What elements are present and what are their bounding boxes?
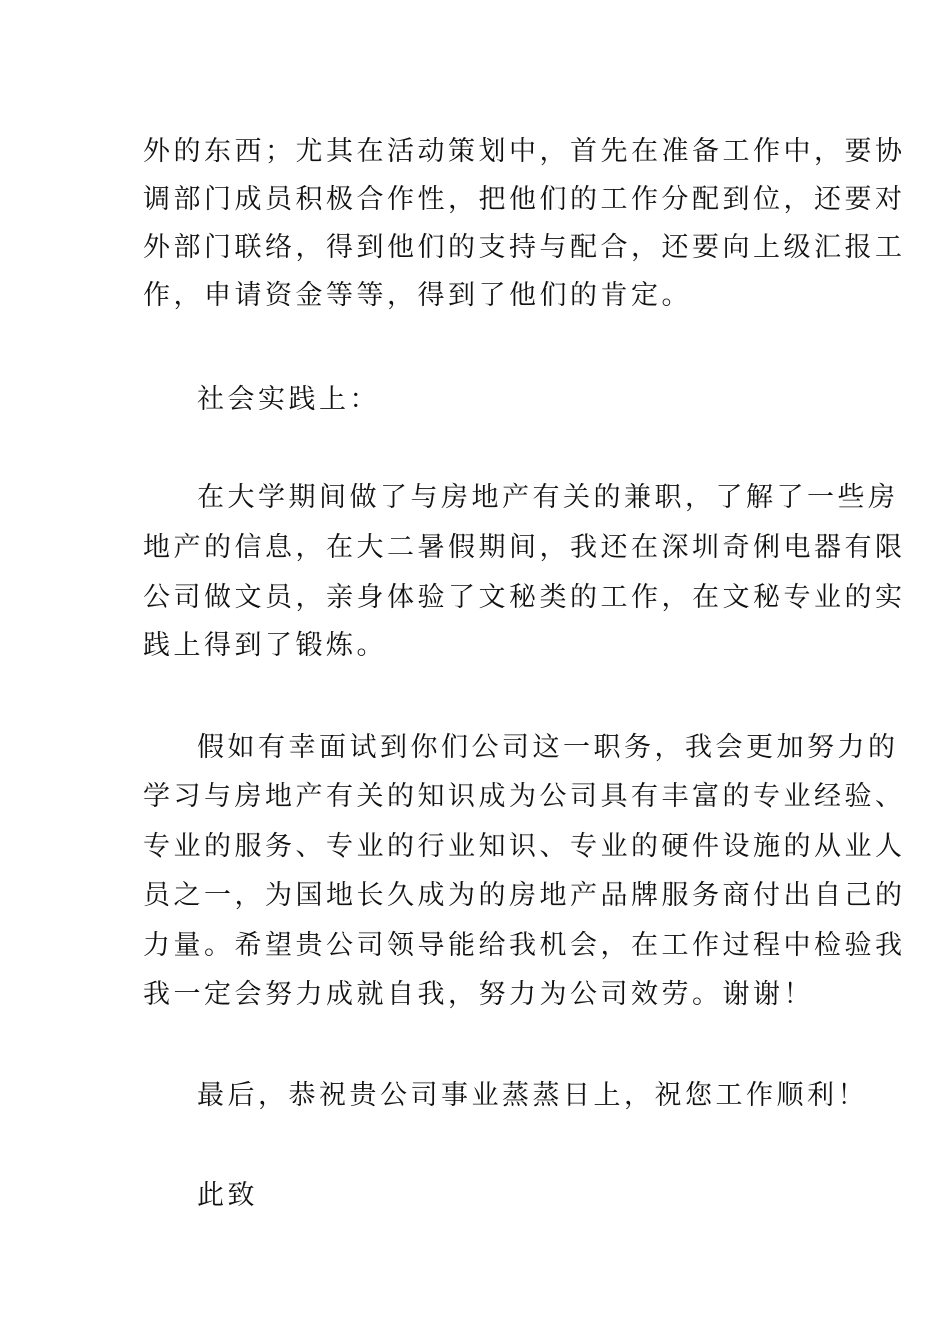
paragraph-2-line-3: 公司做文员，亲身体验了文秘类的工作，在文秘专业的实 [143, 582, 906, 613]
paragraph-2-line-2: 地产的信息，在大二暑假期间，我还在深圳奇俐电器有限 [143, 532, 906, 563]
paragraph-3-line-2: 学习与房地产有关的知识成为公司具有丰富的专业经验、 [143, 781, 906, 812]
paragraph-3-line-3: 专业的服务、专业的行业知识、专业的硬件设施的从业人 [143, 831, 906, 862]
paragraph-1-line-2: 调部门成员积极合作性，把他们的工作分配到位，还要对 [143, 184, 906, 215]
paragraph-1-line-4: 作，申请资金等等，得到了他们的肯定。 [143, 280, 692, 311]
paragraph-1-line-1: 外的东西；尤其在活动策划中，首先在准备工作中，要协 [143, 136, 906, 167]
paragraph-3-line-5: 力量。希望贵公司领导能给我机会，在工作过程中检验我 [143, 930, 906, 961]
paragraph-3-line-4: 员之一，为国地长久成为的房地产品牌服务商付出自己的 [143, 880, 906, 911]
paragraph-3-line-1: 假如有幸面试到你们公司这一职务，我会更加努力的 [197, 732, 899, 763]
closing-wish: 最后，恭祝贵公司事业蒸蒸日上，祝您工作顺利！ [197, 1080, 868, 1111]
paragraph-2-line-1: 在大学期间做了与房地产有关的兼职，了解了一些房 [197, 482, 899, 513]
section-heading-social-practice: 社会实践上： [197, 384, 380, 415]
paragraph-3-line-6: 我一定会努力成就自我，努力为公司效劳。谢谢！ [143, 979, 814, 1010]
salutation: 此致 [197, 1180, 258, 1211]
paragraph-2-line-4: 践上得到了锻炼。 [143, 630, 387, 661]
paragraph-1-line-3: 外部门联络，得到他们的支持与配合，还要向上级汇报工 [143, 232, 906, 263]
